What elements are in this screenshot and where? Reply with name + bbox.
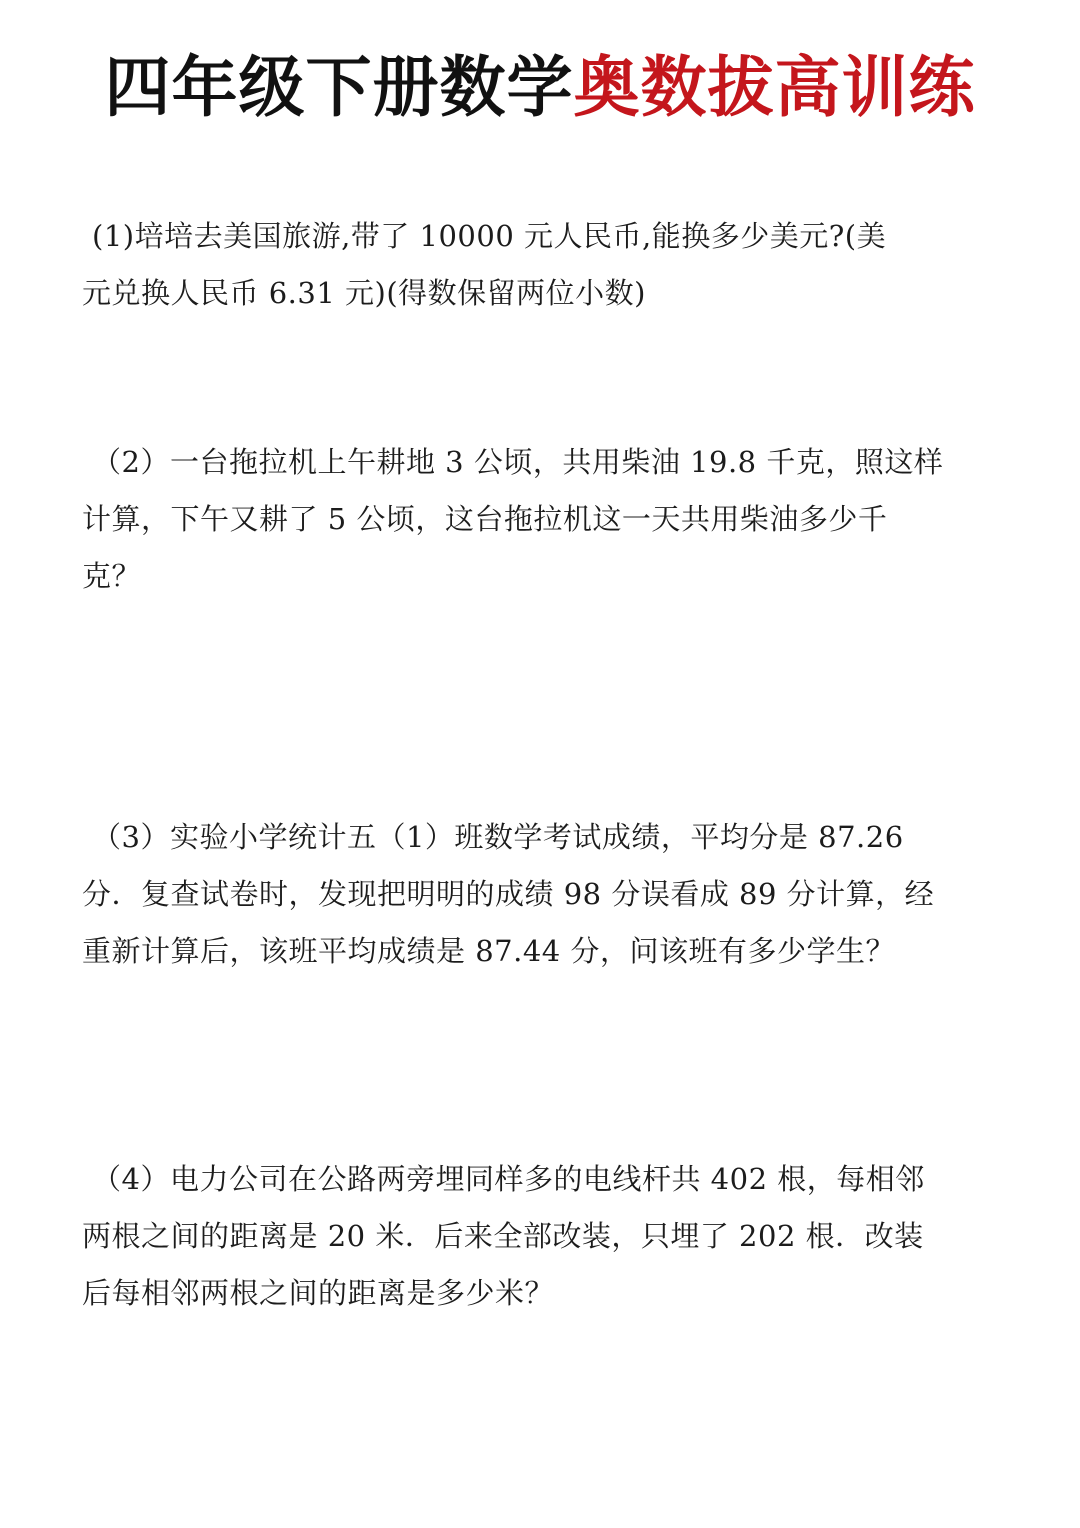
title-black-part: 四年级下册数学 [104,49,574,126]
problem-4-line-3: 后每相邻两根之间的距离是多少米？ [82,1276,555,1310]
problem-3-line-2: 分．复查试卷时，发现把明明的成绩 98 分误看成 89 分计算，经 [82,877,935,911]
problem-2-line-1: （2）一台拖拉机上午耕地 3 公顷，共用柴油 19.8 千克，照这样 [92,445,944,479]
title-red-part: 奥数拔高训练 [573,49,976,126]
problem-2-line-2: 计算，下午又耕了 5 公顷，这台拖拉机这一天共用柴油多少千 [82,502,888,536]
problem-4-line-1: （4）电力公司在公路两旁埋同样多的电线杆共 402 根，每相邻 [92,1162,925,1196]
problem-1-line-1: (1)培培去美国旅游,带了 10000 元人民币,能换多少美元?(美 [92,219,887,253]
page-title [0,44,1080,132]
problem-2 [82,434,992,605]
problem-3-line-3: 重新计算后，该班平均成绩是 87.44 分，问该班有多少学生？ [82,934,895,968]
problem-3-line-1: （3）实验小学统计五（1）班数学考试成绩，平均分是 87.26 [92,820,904,854]
problem-1-line-2: 元兑换人民币 6.31 元)(得数保留两位小数) [82,276,646,310]
problem-4 [82,1151,992,1322]
problem-4-line-2: 两根之间的距离是 20 米．后来全部改装，只埋了 202 根．改装 [82,1219,924,1253]
problem-3 [82,809,992,980]
problem-2-line-3: 克？ [82,559,142,593]
problem-1 [82,208,992,322]
